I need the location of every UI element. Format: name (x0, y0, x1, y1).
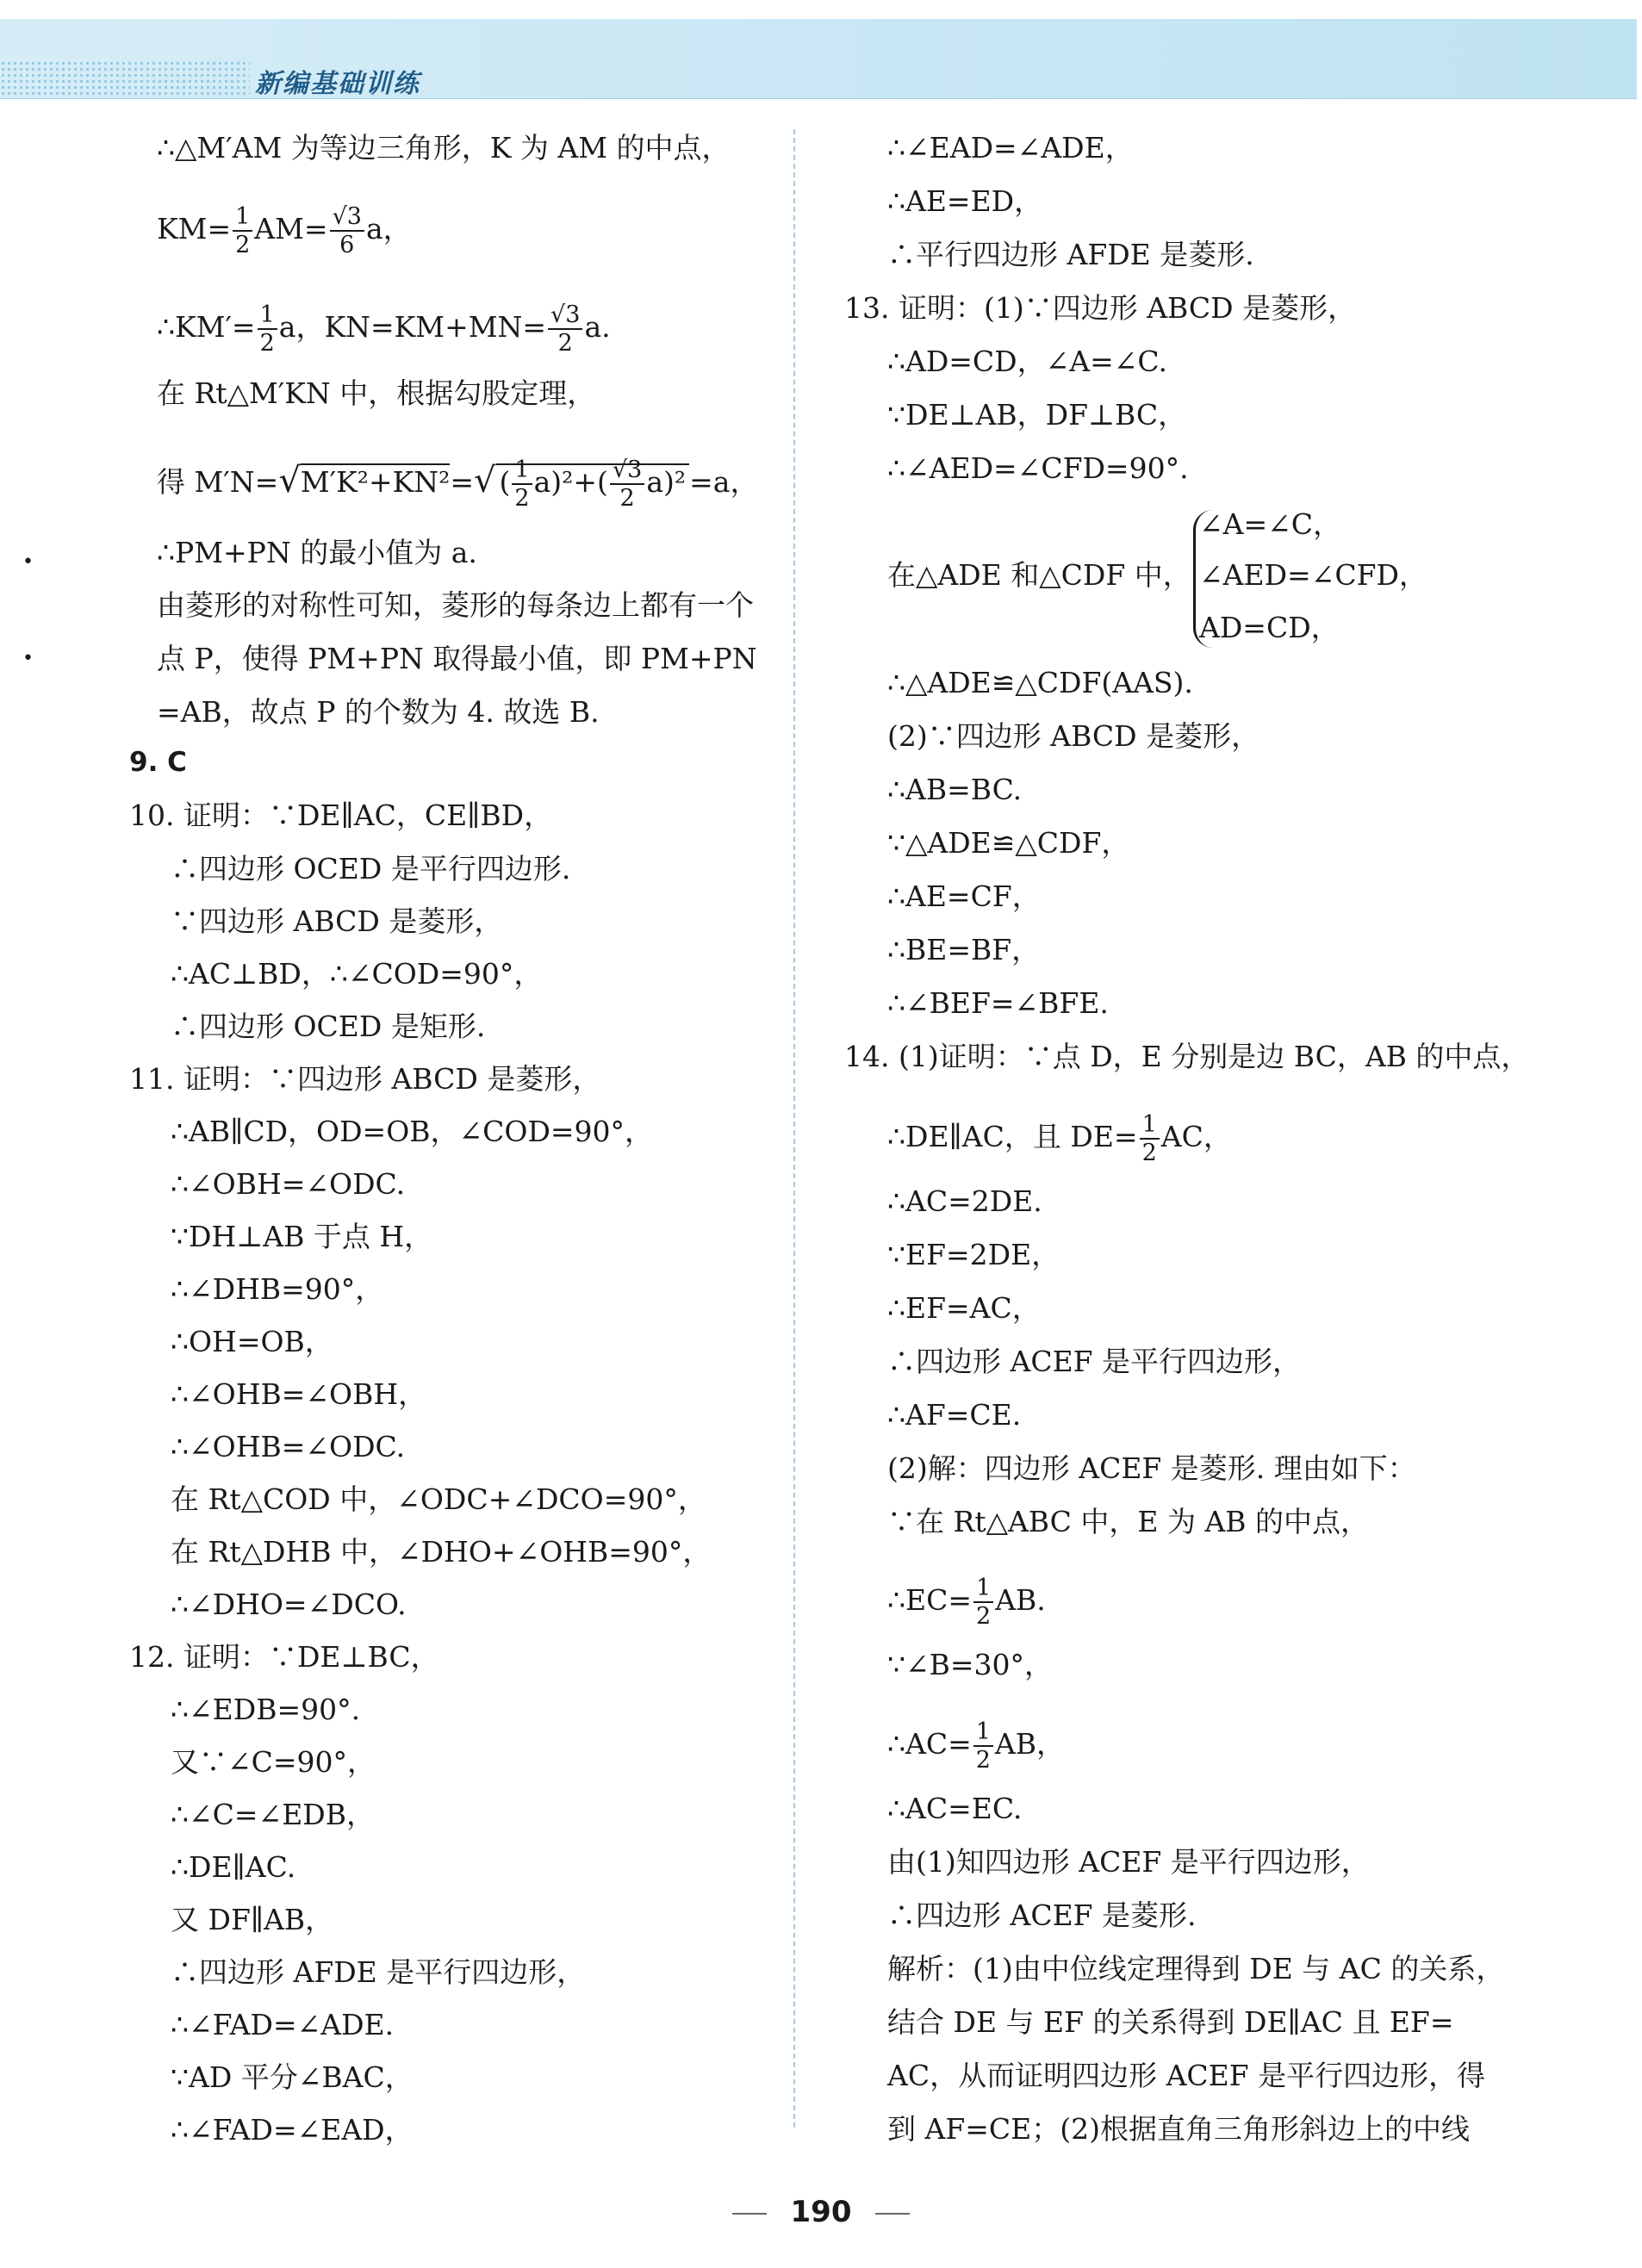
math-line-kmprime: ∴KM′= $\frac{1}{2}$ a，KN=KM+MN= $\frac{√3}{2}$ a. (157, 301, 611, 357)
text-line: ∵四边形 ABCD 是菱形， (171, 904, 503, 938)
text-line: ∴∠C=∠EDB， (171, 1798, 375, 1831)
text-line: ∴四边形 ACEF 是平行四边形， (887, 1345, 1302, 1378)
text-line: ∴∠OBH=∠ODC. (171, 1167, 406, 1201)
text-line: ∵EF=2DE， (887, 1238, 1060, 1271)
book-title: 新编基础训练 (255, 69, 420, 99)
text-line: ∴AC⊥BD，∴∠COD=90°， (171, 957, 543, 991)
text-line: ∴∠EAD=∠ADE， (887, 131, 1134, 165)
text-line: 在 Rt△COD 中，∠ODC+∠DCO=90°， (171, 1482, 706, 1516)
text-line: ∵∠B=30°， (887, 1648, 1054, 1681)
analysis-line: AC，从而证明四边形 ACEF 是平行四边形，得 (887, 2059, 1486, 2092)
text-line: 又∵∠C=90°， (171, 1745, 376, 1779)
text-line: ∴AC=EC. (887, 1792, 1023, 1825)
margin-dot: • (22, 551, 34, 573)
text-line: ∴AD=CD，∠A=∠C. (887, 345, 1167, 378)
text-line: ∴∠FAD=∠EAD， (171, 2113, 414, 2147)
page-number: 190 (0, 2195, 1642, 2229)
text-line: ∴四边形 ACEF 是菱形. (887, 1898, 1197, 1932)
problem-13-heading: 13. 证明：(1)∵四边形 ABCD 是菱形， (844, 291, 1357, 325)
text-line: ∵DE⊥AB，DF⊥BC， (887, 398, 1187, 432)
text-line: ∵DH⊥AB 于点 H， (171, 1220, 433, 1253)
text-line: 点 P，使得 PM+PN 取得最小值，即 PM+PN (157, 642, 757, 675)
text-line: ∴AF=CE. (887, 1398, 1022, 1432)
analysis-line: 结合 DE 与 EF 的关系得到 DE∥AC 且 EF= (887, 2005, 1454, 2039)
text-line: 由(1)知四边形 ACEF 是平行四边形， (887, 1845, 1370, 1879)
text-line: ∴PM+PN 的最小值为 a. (157, 536, 477, 569)
system-line: ∠A=∠C， (1199, 507, 1342, 541)
text-line: ∴AB=BC. (887, 773, 1023, 806)
text-line: ∵AD 平分∠BAC， (171, 2060, 414, 2094)
math-line-de: ∴DE∥AC，且 DE= $\frac{1}{2}$ AC， (887, 1111, 1232, 1167)
text-line: ∴∠DHO=∠DCO. (171, 1588, 407, 1621)
text-line: ∴OH=OB， (171, 1325, 333, 1358)
text-line: 在 Rt△M′KN 中，根据勾股定理， (157, 376, 596, 410)
analysis-line: 到 AF=CE；(2)根据直角三角形斜边上的中线 (887, 2112, 1470, 2146)
problem-12-heading: 12. 证明：∵DE⊥BC， (129, 1640, 439, 1674)
text-line: ∴∠OHB=∠ODC. (171, 1430, 406, 1463)
header-dot-pattern (0, 60, 250, 98)
text-line: ∴△ADE≌△CDF(AAS). (887, 666, 1193, 699)
text-line: ∴四边形 AFDE 是平行四边形， (171, 1955, 586, 1989)
margin-dot: • (22, 648, 34, 669)
text-line: ∴四边形 OCED 是矩形. (171, 1010, 486, 1043)
analysis-line: 解析：(1)由中位线定理得到 DE 与 AC 的关系， (887, 1952, 1505, 1985)
text-line: ∴AE=ED， (887, 184, 1043, 218)
text-line: ∴∠FAD=∠ADE. (171, 2008, 395, 2041)
text-line: 由菱形的对称性可知，菱形的每条边上都有一个 (157, 588, 754, 622)
system-line: ∠AED=∠CFD， (1199, 558, 1427, 592)
problem-11-heading: 11. 证明：∵四边形 ABCD 是菱形， (129, 1062, 601, 1096)
text-line: ∴△M′AM 为等边三角形，K 为 AM 的中点， (157, 131, 731, 165)
text-line: ∴AB∥CD，OD=OB，∠COD=90°， (171, 1115, 654, 1148)
text-line: ∴∠BEF=∠BFE. (887, 986, 1109, 1020)
problem-10-heading: 10. 证明：∵DE∥AC，CE∥BD， (129, 798, 553, 832)
math-line-ac: ∴AC= $\frac{1}{2}$ AB， (887, 1718, 1066, 1774)
math-line-km: KM= $\frac{1}{2}$ AM= $\frac{√3}{6}$ a， (157, 203, 412, 259)
column-divider (793, 129, 795, 2128)
text-line: ∴AE=CF， (887, 879, 1041, 913)
text-line: ∵△ADE≌△CDF， (887, 826, 1130, 860)
text-line: ∴EF=AC， (887, 1291, 1041, 1325)
text-line: ∴AC=2DE. (887, 1184, 1042, 1218)
text-line: ∴∠OHB=∠OBH， (171, 1377, 427, 1411)
text-line: 在△ADE 和△CDF 中， (887, 558, 1191, 592)
text-line: ∴DE∥AC. (171, 1850, 296, 1884)
text-line: ∴∠DHB=90°， (171, 1272, 384, 1306)
text-line: ∴BE=BF， (887, 933, 1041, 966)
text-line: ∴四边形 OCED 是平行四边形. (171, 852, 571, 885)
math-line-mn: 得 M′N=√M′K²+KN²=√ ( $\frac{1}{2}$ a)²+( $\frac{√3}{2}$ a)² =a， (157, 457, 759, 513)
text-line: ∴∠AED=∠CFD=90°. (887, 451, 1189, 485)
text-line: 又 DF∥AB， (171, 1903, 334, 1936)
answer-9: 9. C (129, 747, 187, 778)
text-line: (2)解：四边形 ACEF 是菱形. 理由如下： (887, 1451, 1416, 1485)
math-line-ec: ∴EC= $\frac{1}{2}$ AB. (887, 1575, 1046, 1631)
system-line: AD=CD， (1199, 611, 1340, 644)
text-line: (2)∵四边形 ABCD 是菱形， (887, 719, 1260, 753)
problem-14-heading: 14. (1)证明：∵点 D，E 分别是边 BC，AB 的中点， (844, 1040, 1530, 1073)
text-line: =AB，故点 P 的个数为 4. 故选 B. (157, 695, 600, 729)
text-line: ∴∠EDB=90°. (171, 1693, 361, 1726)
text-line: 在 Rt△DHB 中，∠DHO+∠OHB=90°， (171, 1535, 712, 1569)
text-line: ∴平行四边形 AFDE 是菱形. (887, 238, 1254, 271)
text-line: ∵在 Rt△ABC 中，E 为 AB 的中点， (887, 1505, 1370, 1538)
